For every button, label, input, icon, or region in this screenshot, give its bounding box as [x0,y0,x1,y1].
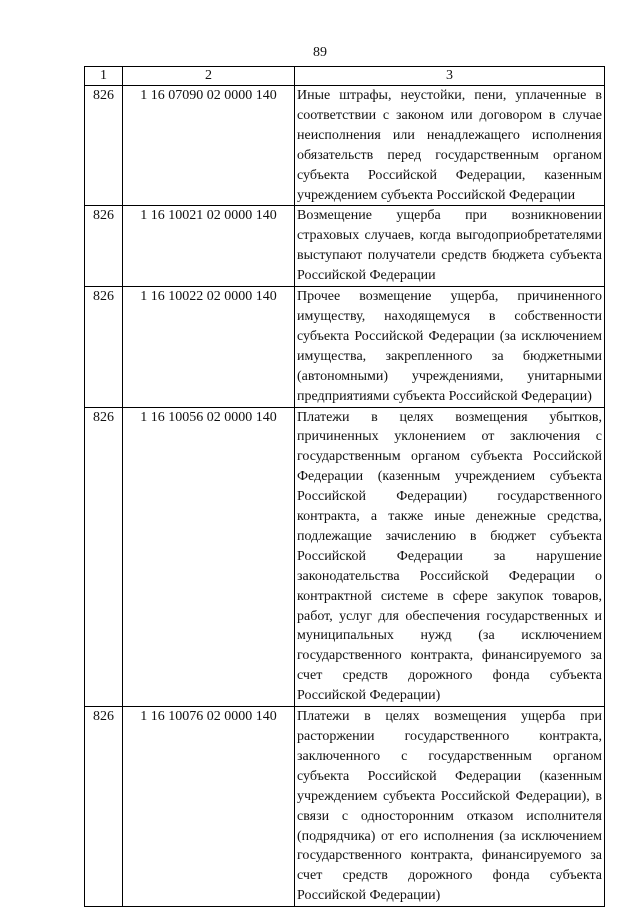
table-row [85,407,605,707]
income-code-cell: 1 16 10076 02 0000 140 [123,707,295,907]
admin-code-cell: 826 [85,407,123,707]
column-header-3: 3 [295,67,605,86]
description-cell: Иные штрафы, неустойки, пени, уплаченные в соответствии с законом или договором в случае неисполнения или ненадлежащего исполнения обязательств перед государственным органом субъекта Российской Федерации, казенным учреждением субъекта Российской Федерации [295,86,605,206]
description-cell: Платежи в целях возмещения убытков, причиненных уклонением от заключения с государственным органом субъекта Российской Федерации (казенным учреждением субъекта Российской Федерации) государственного контракта, а также иные денежные средства, подлежащие зачислению в бюджет субъекта Российской Федерации за нарушение законодательства Российской Федерации о контрактной системе в сфере закупок товаров, работ, услуг для обеспечения государственных и муниципальных нужд (за исключением государственного контракта, финансируемого за счет средств дорожного фонда субъекта Российской Федерации) [295,407,605,707]
column-header-2: 2 [123,67,295,86]
income-code-cell: 1 16 10021 02 0000 140 [123,206,295,287]
page-number: 89 [313,45,327,60]
income-code-cell: 1 16 10056 02 0000 140 [123,407,295,707]
admin-code-cell: 826 [85,206,123,287]
income-code-cell: 1 16 10022 02 0000 140 [123,287,295,407]
table-row [85,86,605,206]
admin-code-cell: 826 [85,86,123,206]
table-header-row [85,67,605,86]
description-cell: Возмещение ущерба при возникновении страховых случаев, когда выгодоприобретателями выступают получатели средств бюджета субъекта Российской Федерации [295,206,605,287]
admin-code-cell: 826 [85,287,123,407]
description-cell: Платежи в целях возмещения ущерба при расторжении государственного контракта, заключенного с государственным органом субъекта Российской Федерации (казенным учреждением субъекта Российской Федерации), в связи с односторонним отказом исполнителя (подрядчика) от его исполнения (за исключением государственного контракта, финансируемого за счет средств дорожного фонда субъекта Российской Федерации) [295,707,605,907]
column-header-1: 1 [85,67,123,86]
income-code-cell: 1 16 07090 02 0000 140 [123,86,295,206]
admin-code-cell: 826 [85,707,123,907]
table-row [85,287,605,407]
description-cell: Прочее возмещение ущерба, причиненного имуществу, находящемуся в собственности субъекта Российской Федерации (за исключением имущества, закрепленного за бюджетными (автономными) учреждениями, унитарными предприятиями субъекта Российской Федерации) [295,287,605,407]
table-row [85,707,605,907]
table-row [85,206,605,287]
income-codes-table [84,66,605,907]
